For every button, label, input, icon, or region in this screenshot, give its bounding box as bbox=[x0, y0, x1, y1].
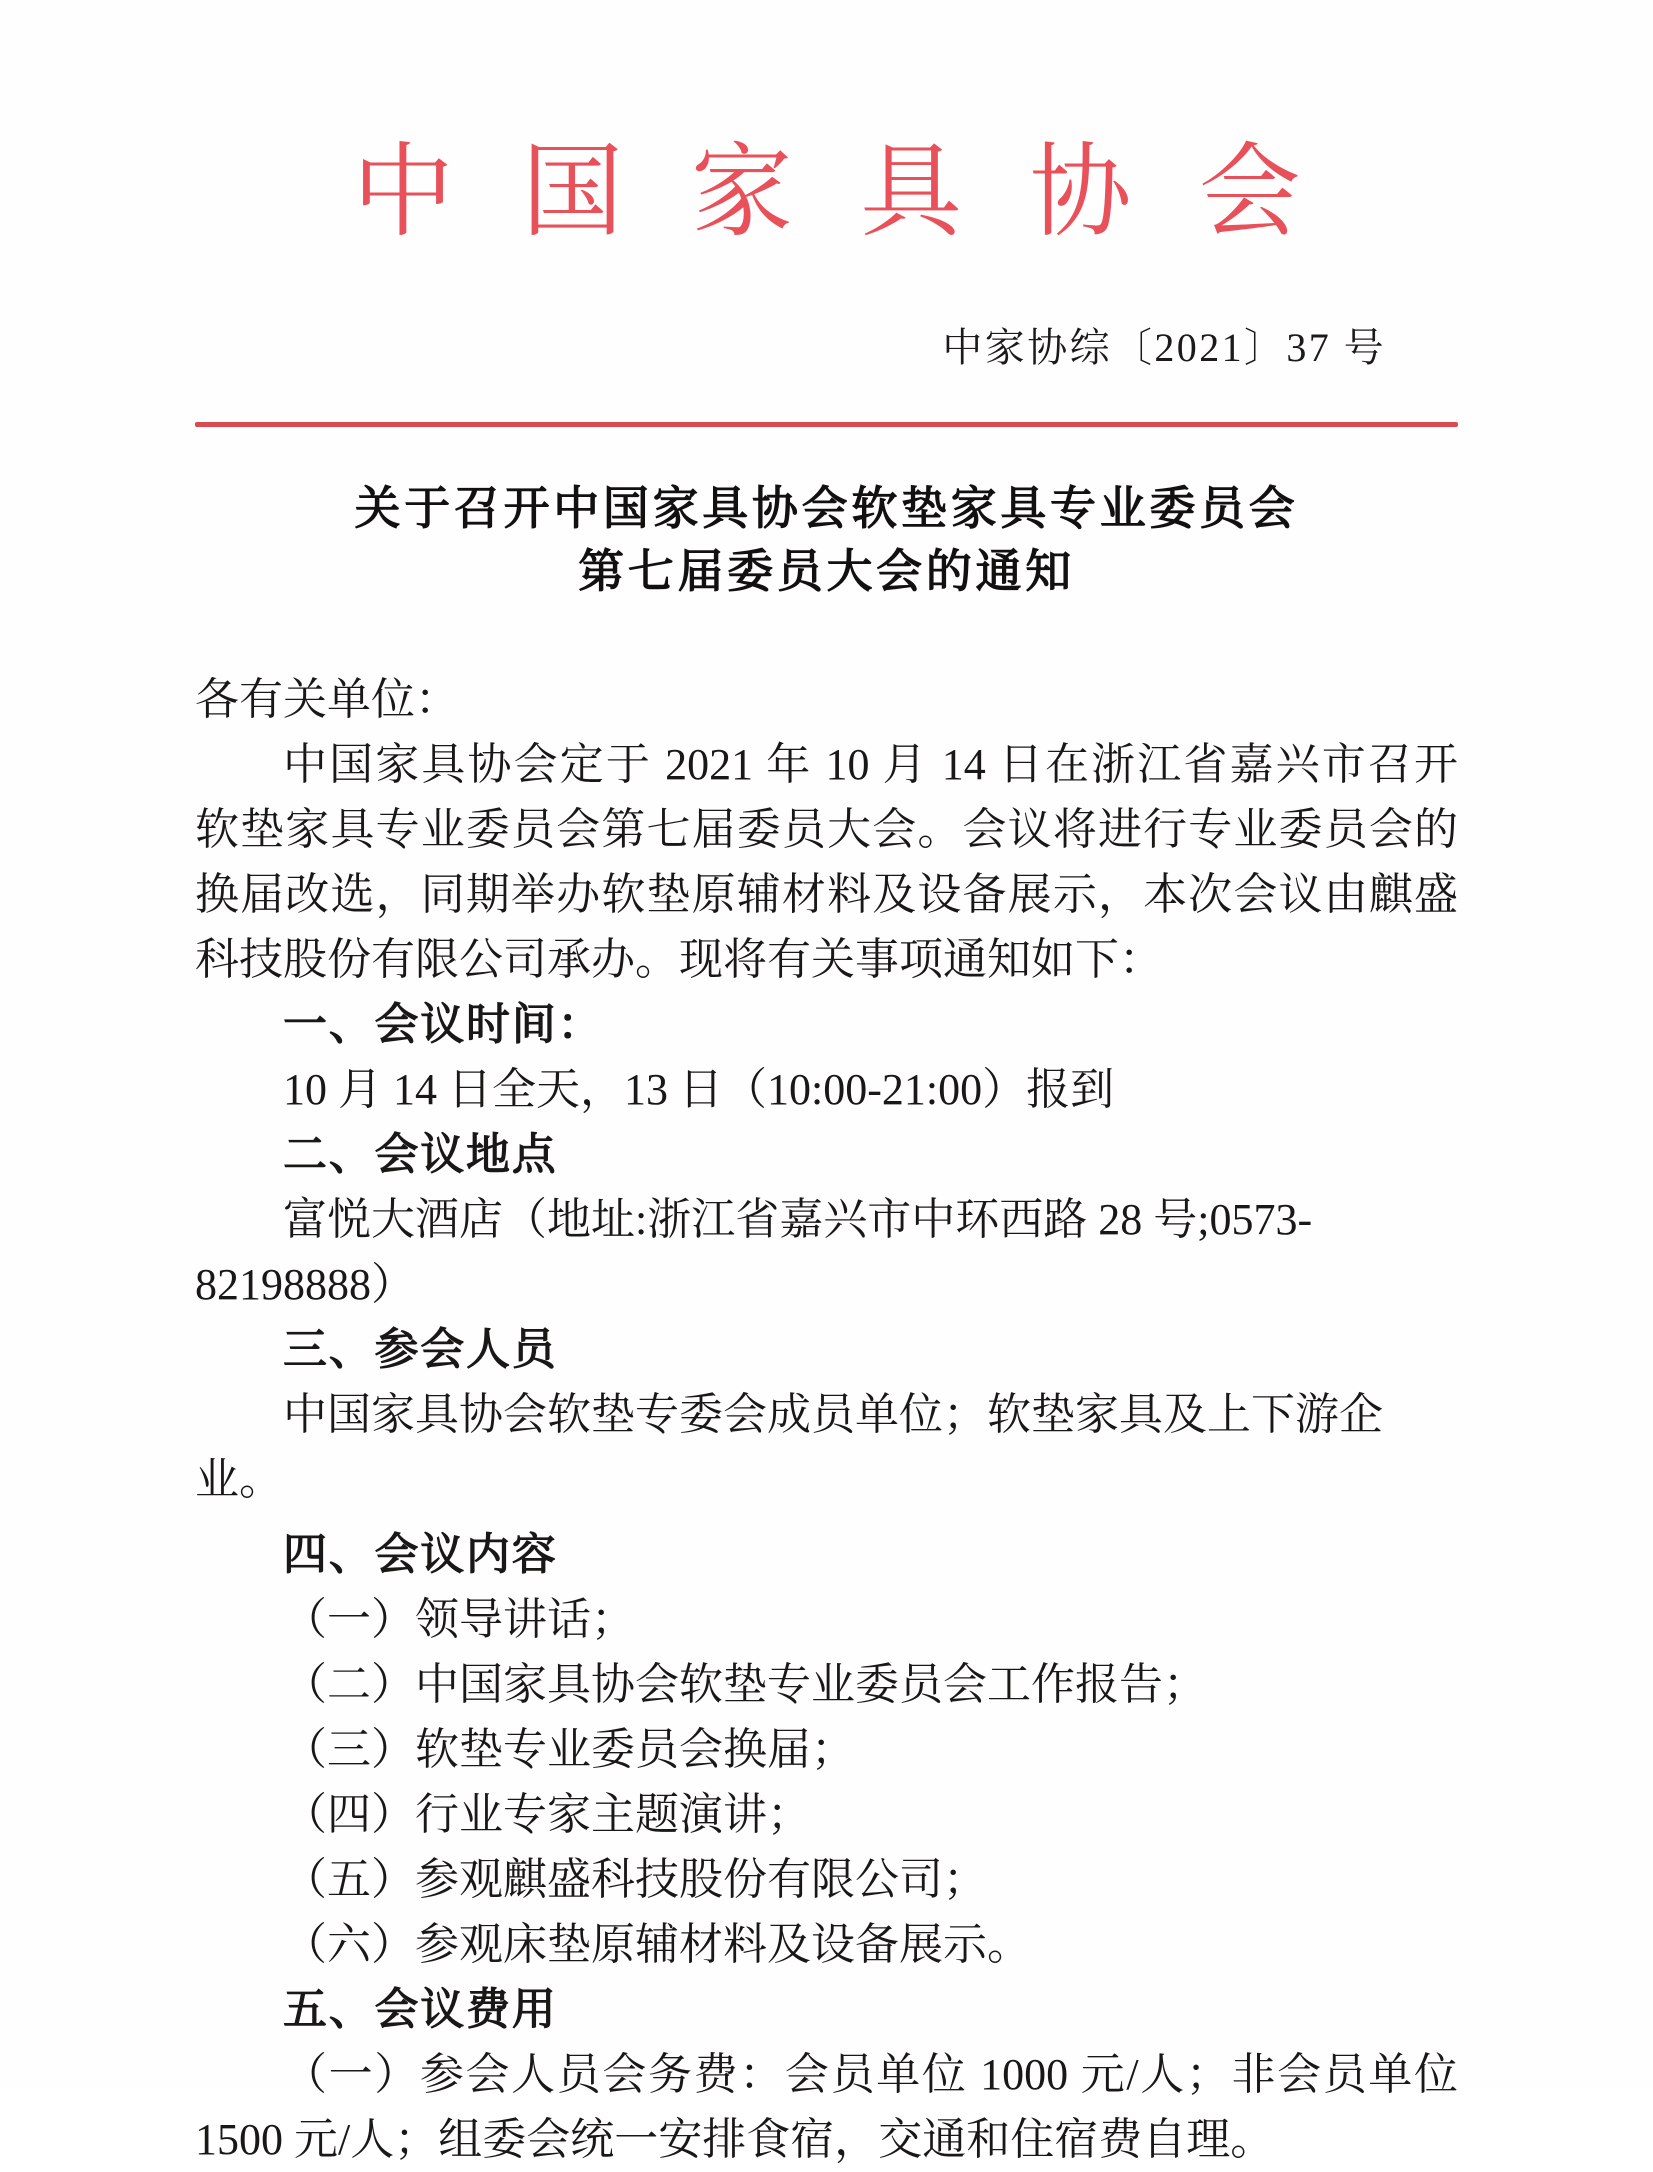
doc-line: （三）软垫专业委员会换届； bbox=[283, 1725, 855, 1774]
doc-line: （一）领导讲话； bbox=[283, 1595, 635, 1644]
doc-body bbox=[195, 667, 1458, 2172]
doc-line: 二、会议地点 bbox=[283, 1130, 558, 1179]
doc-line: 科技股份有限公司承办。现将有关事项通知如下： bbox=[195, 935, 1163, 984]
doc-number: 中家协综〔2021〕37 号 bbox=[942, 325, 1386, 370]
doc-line: 富悦大酒店（地址:浙江省嘉兴市中环西路 28 号;0573-82198888） bbox=[195, 1195, 1313, 1309]
doc-title bbox=[195, 477, 1458, 603]
doc-line: （一）参会人员会务费：会员单位 1000 元/人；非会员单位 bbox=[283, 2050, 1458, 2099]
doc-title-line1: 关于召开中国家具协会软垫家具专业委员会 bbox=[354, 482, 1299, 534]
doc-line: （二）中国家具协会软垫专业委员会工作报告； bbox=[283, 1660, 1207, 1709]
doc-line: （六）参观床垫原辅材料及设备展示。 bbox=[283, 1920, 1031, 1969]
org-name-header: 中国家具协会 bbox=[352, 137, 1369, 250]
doc-line: 换届改选，同期举办软垫原辅材料及设备展示，本次会议由麒盛 bbox=[195, 870, 1458, 919]
doc-line: 中国家具协会软垫专委会成员单位；软垫家具及上下游企业。 bbox=[195, 1390, 1383, 1504]
red-divider-line bbox=[195, 422, 1458, 427]
doc-line: 1500 元/人；组委会统一安排食宿，交通和住宿费自理。 bbox=[195, 2115, 1275, 2164]
doc-line: 四、会议内容 bbox=[283, 1530, 558, 1579]
doc-line: 五、会议费用 bbox=[283, 1985, 558, 2034]
doc-line: 三、参会人员 bbox=[283, 1325, 558, 1374]
doc-line: （五）参观麒盛科技股份有限公司； bbox=[283, 1855, 987, 1904]
doc-line: 一、会议时间： bbox=[283, 1000, 604, 1049]
doc-line: 中国家具协会定于 2021 年 10 月 14 日在浙江省嘉兴市召开 bbox=[283, 740, 1458, 789]
doc-line: 各有关单位： bbox=[195, 675, 459, 724]
doc-line: （四）行业专家主题演讲； bbox=[283, 1790, 811, 1839]
doc-line: 10 月 14 日全天，13 日（10:00-21:00）报到 bbox=[283, 1065, 1115, 1114]
doc-title-line2: 第七届委员大会的通知 bbox=[578, 545, 1075, 597]
doc-line: 软垫家具专业委员会第七届委员大会。会议将进行专业委员会的 bbox=[195, 805, 1458, 854]
